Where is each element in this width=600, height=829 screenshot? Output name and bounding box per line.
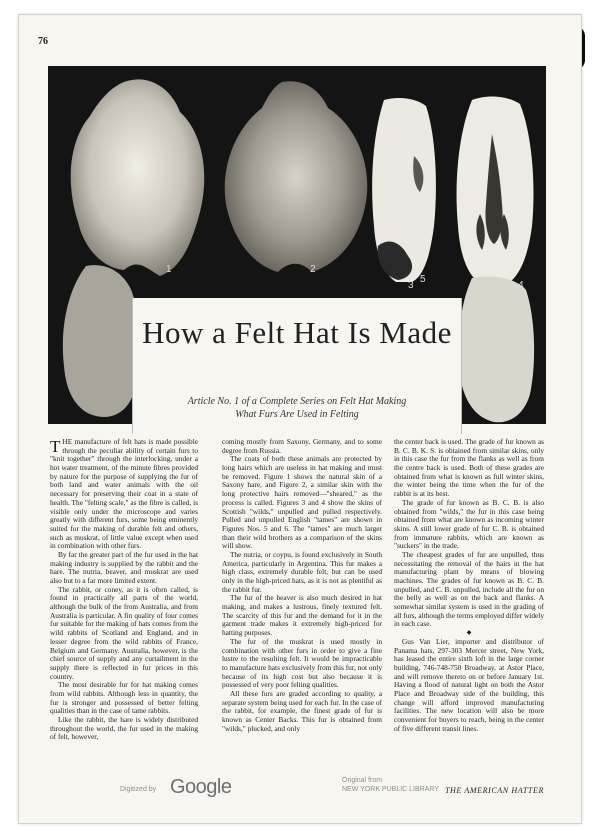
paragraph: The fur of the beaver is also much desired in hat making, and makes a lustrous, finely textured felt. The scarcity of this fur and the demand for it in the garment trade makes it extremely high-priced for hatting purposes. <box>222 593 382 638</box>
paragraph: All these furs are graded according to quality, a separate system being used for each fur. In the case of the rabbit, for example, the finest grade of fur is known as Center Backs. This fur is obtained from "wilds," plucked, and only <box>222 688 382 733</box>
paragraph: The rabbit, or coney, as it is often called, is found in practically all parts of the world, although the bulk of the from Australia, and from Australia is particular. A fin quality of four comes fur suitable for the making of hats comes from the wild rabbits of Scotland and England, and in lesser degree from the wild rabbits of France, Belgium and Germany. Australia, however, is the chief source of supply and any curtailment in the supply there is reflected in fur prices in this country. <box>50 584 198 681</box>
paragraph: the center back is used. The grade of fur known as B. C. B. K. S. is obtained from similar skins, only in this case the fur from the flanks as well as from the centre back is used. Both of these grades are obtained from what is known as full winter skins, the winter being the time when the fur of the rabbit is at its best. <box>394 437 544 499</box>
library-name: NEW YORK PUBLIC LIBRARY <box>342 786 439 793</box>
page-number: 76 <box>38 36 48 47</box>
fur-skin-figure-4 <box>452 94 538 290</box>
article-column-1 <box>50 438 198 742</box>
article-column-3 <box>394 438 544 733</box>
paragraph: By far the greater part of the fur used in the hat making industry is supplied by the rabbit and the hare. The nutria, beaver, and muskrat are used also but to a far more limited extent. <box>50 549 198 585</box>
paragraph: The nutria, or coypu, is found exclusively in South America, particularly in Argentina. This fur makes a high class, extremely durable felt, but can be used only in the high-priced hats, as it is not as plentiful as the rabbit fur. <box>222 549 382 594</box>
digitized-by-label: Digitized by <box>120 786 157 793</box>
news-item-paragraph: Gus Van Lier, importer and distributor of Panama hats, 297-303 Mercer street, New York, has leased the entire sixth loft in the large corner building, 746-748-750 Broadway, at Astor Place, and will remove thereto on or before January 1st. Having a flood of natural light on both the Astor Place and Broadway side of the building, this change will afford improved manufacturing facilities. The new location will also be more convenient for buyers to reach, being in the center of five different transit lines. <box>394 636 544 733</box>
figure-number-4: 4 <box>518 280 524 291</box>
drop-cap: T <box>50 437 61 456</box>
figure-number-2: 2 <box>310 264 316 275</box>
paragraph: The most desirable fur for hat making comes from wild rabbits. Although less in quantity, the fur is stronger and possessed of better felting qualities than in the case of tame rabbits. <box>50 680 198 716</box>
article-title-block <box>132 298 462 434</box>
fur-skin-figure-3 <box>368 96 440 286</box>
paragraph: Like the rabbit, the hare is widely distributed throughout the world, the fur used in the making of felt, however, <box>50 715 198 742</box>
article-column-2 <box>222 438 382 733</box>
journal-name: THE AMERICAN HATTER <box>445 786 544 795</box>
fur-skin-figure-1 <box>62 72 212 282</box>
paragraph: The fur of the muskrat is used mostly in combination with other furs in order to give a fine lustre to the resulting felt. It would be impracticable to manufacture hats exclusively from this fur, not only because of its high cost but also because it is possessed of very poor felting qualities. <box>222 636 382 690</box>
paragraph: The cheapest grades of fur are unpulled, thus necessitating the removal of the hairs in the hat manufacturing plant by means of blowing machines. The grades of fur known as B. C. B. unpulled, and C. B. unpulled, include all the fur on the belly as well as on the back and flanks. A somewhat similar system is used in the grading of all furs, although the terms employed differ widely in each case. <box>394 549 544 629</box>
article-subtitle-line-2: What Furs Are Used in Felting <box>235 408 359 420</box>
fur-skin-figure-6 <box>452 276 540 424</box>
section-divider: ◆ <box>466 630 472 637</box>
fur-skin-figure-2 <box>216 76 378 281</box>
figure-number-5: 5 <box>420 274 426 285</box>
original-source <box>342 776 439 794</box>
article-title: How a Felt Hat Is Made <box>142 315 452 350</box>
figure-number-1: 1 <box>166 264 172 275</box>
paragraph: THE manufacture of felt hats is made possible through the peculiar ability of certain furs to "knit together" through the interlocking, under a hot water treatment, of the minute fibres provided by nature for the purpose of supplying the fur of both land and water animals with the oil necessary for preserving their coat in a state of health. The "felting scale," as the fibre is called, is visible only under the microscope and varies greatly with different furs, some being eminently suited for the making of durable felt and others, such as muskrat, of little value except when used in combination with other furs. <box>50 437 198 551</box>
article-subtitle <box>133 396 461 421</box>
original-from-label: Original from <box>342 777 383 784</box>
paragraph: The grade of fur known as B. C. B. is also obtained from "wilds," the fur in this case being obtained from what are known as incoming winter skins. A still lower grade of fur C. B. is obtained from immature rabbits, which are known as "suckers" in the trade. <box>394 497 544 551</box>
paragraph: The coats of both these animals are protected by long hairs which are useless in hat making and must be removed. Figure 1 shows the natural skin of a Saxony hare, and Figure 2, a similar skin with the long protective hairs removed—"sheared," as the process is called. Figures 3 and 4 show the skins of Scottish "wilds," unpulled and pulled respectively. Pulled and unpulled English "tames" are shown in Figures Nos. 5 and 6. The "tames" are much larger than their wild brothers as a comparison of the skins will show. <box>222 454 382 551</box>
google-logo: Google <box>170 776 232 798</box>
figure-number-3: 3 <box>408 280 414 291</box>
article-subtitle-line-1: Article No. 1 of a Complete Series on Felt Hat Making <box>187 396 407 407</box>
paragraph: coming mostly from Saxony, Germany, and to some degree from Russia. <box>222 437 382 455</box>
